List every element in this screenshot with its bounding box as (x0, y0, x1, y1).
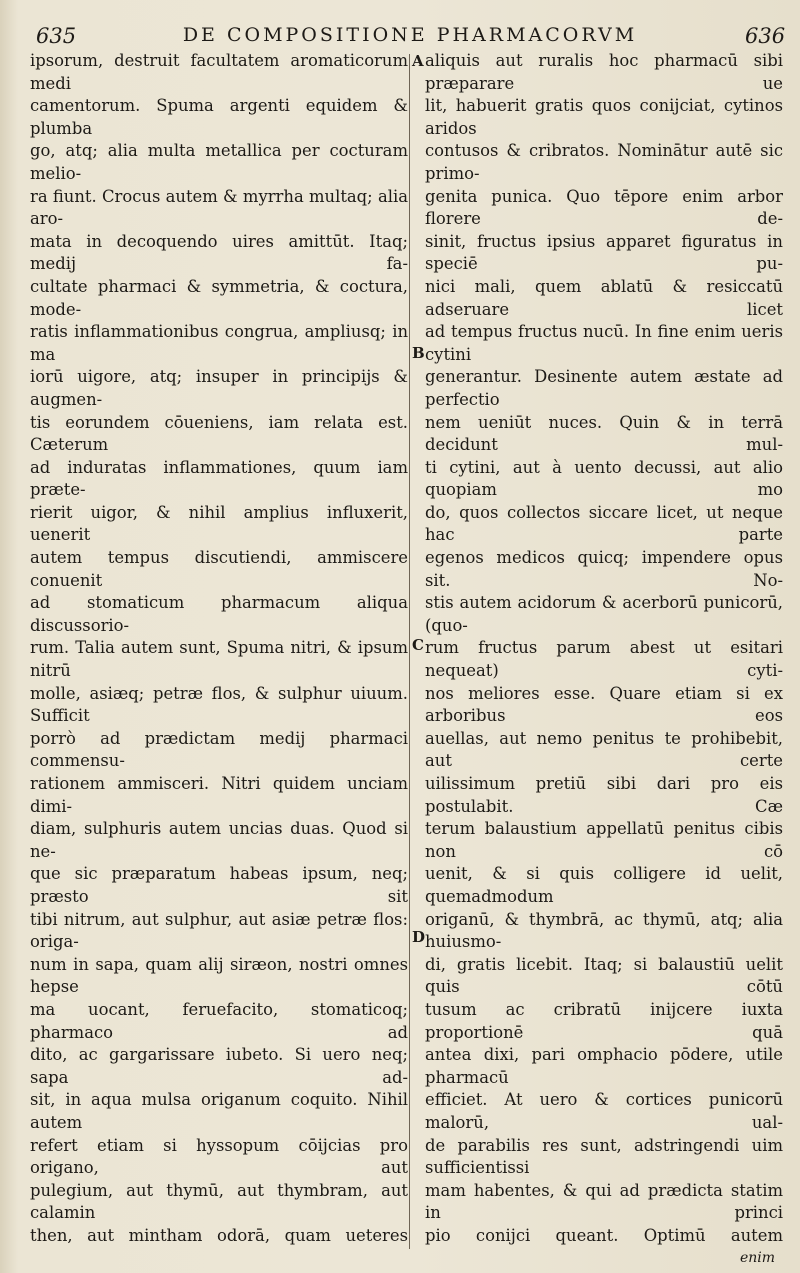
text-line: mam habentes, & qui ad prædicta statim in princi (425, 1180, 783, 1223)
text-line: genita punica. Quo tēpore enim arbor florere de- (425, 186, 783, 229)
text-line: dito, ac gargarissare iubeto. Si uero neq; sapa ad- (30, 1045, 408, 1087)
text-line: ad stomaticum pharmacum aliqua discussorio- (30, 593, 408, 635)
text-line: pio conijci queant. Optimū autem (425, 1225, 783, 1245)
text-line: di, gratis licebit. Itaq; si balaustiū uelit quis cōtū (425, 954, 783, 997)
text-line: auellas, aut nemo penitus te prohibebit, aut certe (425, 728, 783, 771)
text-line: efficiet. At uero & cortices punicorū malorū, ual- (425, 1090, 783, 1132)
left-text-column (30, 50, 408, 1250)
text-line: que sic præparatum habeas ipsum, neq; præsto sit (30, 864, 408, 906)
text-line: ad induratas inflammationes, quum iam præte- (30, 457, 408, 500)
text-line: uenit, & si quis colligere id uelit, quemadmodum (425, 864, 783, 906)
text-line: go, atq; alia multa metallica per cocturam melio- (30, 141, 408, 183)
text-line: lit, habuerit gratis quos conijciat, cytinos aridos (425, 96, 783, 138)
margin-letter-d: D (412, 928, 426, 946)
text-line: de parabilis res sunt, adstringendi uim sufficientissi (425, 1135, 783, 1178)
text-line: nici mali, quem ablatū & resiccatū adseruare licet (425, 276, 783, 319)
text-line: rierit uigor, & nihil amplius influxerit, uenerit (30, 502, 408, 545)
text-line: generantur. Desinente autem æstate ad perfectio (425, 367, 783, 409)
margin-letter-c: C (412, 636, 424, 654)
text-line: cultate pharmaci & symmetria, & coctura, mode- (30, 276, 408, 319)
text-line: porrò ad prædictam medij pharmaci commensu- (30, 728, 408, 771)
text-line: aliquis aut ruralis hoc pharmacū sibi præparare ue (425, 51, 783, 93)
text-line: ipsorum, destruit facultatem aromaticorum medi (30, 51, 408, 93)
right-text-column (425, 50, 783, 1250)
page-header (0, 14, 800, 54)
text-line: contusos & cribratos. Nominātur autē sic primo- (425, 141, 783, 183)
margin-letter-a: A (412, 52, 424, 70)
catchword: enim (740, 1250, 776, 1266)
column-divider (409, 54, 410, 1249)
text-line: nos meliores esse. Quare etiam si ex arboribus eos (425, 683, 783, 726)
text-line: uilissimum pretiū sibi dari pro eis postulabit. Cæ (425, 774, 783, 816)
text-line: diam, sulphuris autem uncias duas. Quod si ne- (30, 819, 408, 861)
text-line: stis autem acidorum & acerborū punicorū, (quo- (425, 593, 783, 635)
text-line: sit, in aqua mulsa origanum coquito. Nihil autem (30, 1090, 408, 1132)
text-line: camentorum. Spuma argenti equidem & plumba (30, 96, 408, 138)
text-line: do, quos collectos siccare licet, ut neque hac parte (425, 502, 783, 545)
text-line: then, aut mintham odorā, quam ueteres (30, 1225, 408, 1245)
text-line: tibi nitrum, aut sulphur, aut asiæ petræ flos: origa- (30, 909, 408, 952)
text-line: molle, asiæq; petræ flos, & sulphur uiuum. Sufficit (30, 683, 408, 726)
text-line: ti cytini, aut à uento decussi, aut alio quopiam mo (425, 457, 783, 500)
text-line: rum fructus parum abest ut esitari nequeat) cyti- (425, 638, 783, 681)
text-line: egenos medicos quicq; impendere opus sit. No- (425, 548, 783, 590)
right-column-upper-text (425, 50, 783, 1250)
margin-letter-b: B (412, 344, 425, 362)
text-line: rationem ammisceri. Nitri quidem unciam dimi- (30, 774, 408, 816)
text-line: ma uocant, feruefacito, stomaticoq; pharmaco ad (30, 999, 408, 1042)
text-line: antea dixi, pari omphacio pōdere, utile pharmacū (425, 1045, 783, 1087)
right-page-number: 636 (745, 24, 786, 48)
text-line: terum balaustium appellatū penitus cibis non cō (425, 819, 783, 861)
text-line: ra fiunt. Crocus autem & myrrha multaq; alia aro- (30, 186, 408, 229)
text-line: mata in decoquendo uires amittūt. Itaq; medij fa- (30, 231, 408, 274)
text-line: ad tempus fructus nucū. In fine enim ueris cytini (425, 322, 783, 364)
text-line: sinit, fructus ipsius apparet figuratus in speciē pu- (425, 231, 783, 274)
text-line: tusum ac cribratū inijcere iuxta proportionē quā (425, 999, 783, 1042)
text-line: pulegium, aut thymū, aut thymbram, aut calamin (30, 1180, 408, 1223)
text-line: iorū uigore, atq; insuper in principijs & augmen- (30, 367, 408, 409)
text-line: autem tempus discutiendi, ammiscere conuenit (30, 548, 408, 590)
text-line: rum. Talia autem sunt, Spuma nitri, & ipsum nitrū (30, 638, 408, 681)
text-line: num in sapa, quam alij siræon, nostri omnes hepse (30, 954, 408, 997)
running-title: DE COMPOSITIONE PHARMACORVM (182, 24, 638, 46)
text-line: ratis inflammationibus congrua, ampliusq; in ma (30, 322, 408, 364)
left-page-number: 635 (36, 24, 77, 48)
text-line: origanū, & thymbrā, ac thymū, atq; alia huiusmo- (425, 909, 783, 952)
text-line: nem ueniūt nuces. Quin & in terrā decidunt mul- (425, 412, 783, 455)
text-line: tis eorundem cōueniens, iam relata est. Cæterum (30, 412, 408, 455)
text-line: refert etiam si hyssopum cōijcias pro origano, aut (30, 1135, 408, 1178)
